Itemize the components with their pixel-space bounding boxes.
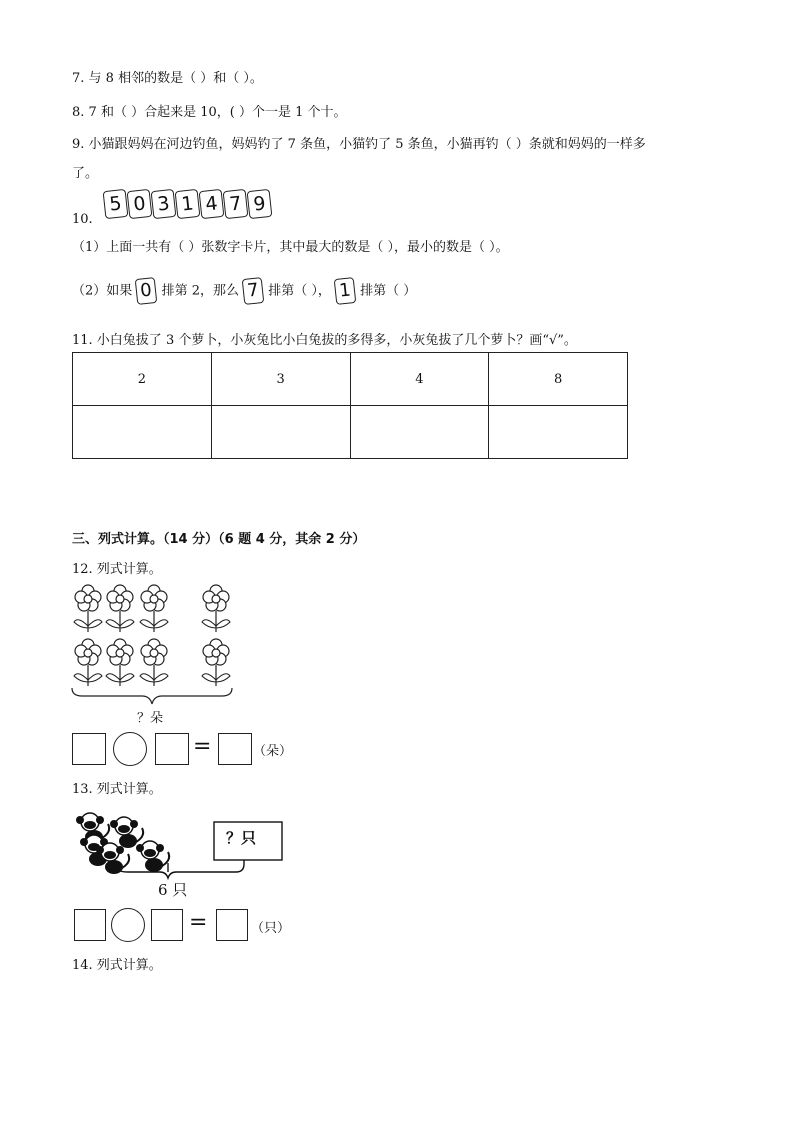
flower-icon: [74, 639, 102, 686]
question-8: 8. 7 和（ ）合起来是 10，( ）个一是 1 个十。: [72, 105, 347, 120]
option-cell: 2: [73, 353, 212, 406]
question-9-line1: 9. 小猫跟妈妈在河边钓鱼，妈妈钓了 7 条鱼，小猫钓了 5 条鱼，小猫再钓（ ）条就和妈妈的一样多: [72, 137, 646, 152]
monkey-icon: [136, 841, 169, 872]
digit-card: 1: [175, 189, 201, 219]
answer-cell[interactable]: [211, 406, 350, 459]
brace-icon: [118, 864, 244, 878]
brace-icon: [72, 688, 232, 704]
flowers-illustration: [68, 580, 238, 710]
answer-box[interactable]: [216, 909, 248, 941]
q10-2-mid2: 排第（ ），: [268, 283, 331, 299]
question-11: 11. 小白兔拔了 3 个萝卜，小灰兔比小白兔拔的多得多，小灰兔拔了几个萝卜？画“√”。: [72, 333, 577, 348]
flower-icon: [202, 639, 230, 686]
monkey-icon: [110, 817, 143, 848]
operator-circle[interactable]: [111, 908, 145, 942]
question-10-number: 10.: [72, 212, 93, 227]
question-7: 7. 与 8 相邻的数是（ ）和（ ）。: [72, 71, 263, 86]
digit-card: 5: [103, 189, 129, 219]
digit-card: 1: [334, 277, 357, 305]
question-10-cards: [104, 190, 272, 218]
section-3-heading: 三、列式计算。（14 分）（6 题 4 分，其余 2 分）: [72, 532, 366, 547]
question-13: 13. 列式计算。: [72, 782, 162, 797]
answer-cell[interactable]: [73, 406, 212, 459]
q13-unit: （只）: [251, 921, 291, 936]
answer-box[interactable]: [72, 733, 106, 765]
equals-sign: =: [189, 910, 208, 935]
q12-brace-label: ？朵: [137, 711, 164, 726]
option-cell: 4: [350, 353, 489, 406]
digit-card: 9: [247, 189, 273, 219]
option-cell: 8: [489, 353, 628, 406]
digit-card: 3: [151, 189, 177, 219]
q11-options-table: [72, 352, 628, 459]
answer-cell[interactable]: [489, 406, 628, 459]
flower-icon: [106, 585, 134, 632]
q10-2-prefix: （2）如果: [72, 283, 133, 299]
question-10-part1: （1）上面一共有（ ）张数字卡片，其中最大的数是（ ），最小的数是（ ）。: [72, 240, 509, 255]
q13-box-label: ？只: [226, 829, 257, 847]
q10-2-suffix: 排第（ ）: [360, 283, 417, 299]
question-12: 12. 列式计算。: [72, 562, 162, 577]
answer-box[interactable]: [151, 909, 183, 941]
answer-box[interactable]: [74, 909, 106, 941]
option-cell: 3: [211, 353, 350, 406]
answer-box[interactable]: [218, 733, 252, 765]
flower-icon: [106, 639, 134, 686]
flower-icon: [140, 585, 168, 632]
q13-total-label: 6 只: [158, 881, 188, 899]
answer-box[interactable]: [155, 733, 189, 765]
question-9-line2: 了。: [72, 166, 99, 181]
digit-card: 7: [223, 189, 249, 219]
operator-circle[interactable]: [113, 732, 147, 766]
q12-unit: （朵）: [253, 744, 293, 759]
question-14: 14. 列式计算。: [72, 958, 162, 973]
flower-icon: [140, 639, 168, 686]
digit-card: 0: [135, 277, 158, 305]
question-10-part2: [72, 278, 416, 304]
equals-sign: =: [193, 734, 212, 759]
q10-2-mid1: 排第 2，那么: [161, 283, 239, 299]
digit-card: 4: [199, 189, 225, 219]
digit-card: 7: [242, 277, 265, 305]
flower-icon: [202, 585, 230, 632]
flower-icon: [74, 585, 102, 632]
answer-cell[interactable]: [350, 406, 489, 459]
digit-card: 0: [127, 189, 153, 219]
